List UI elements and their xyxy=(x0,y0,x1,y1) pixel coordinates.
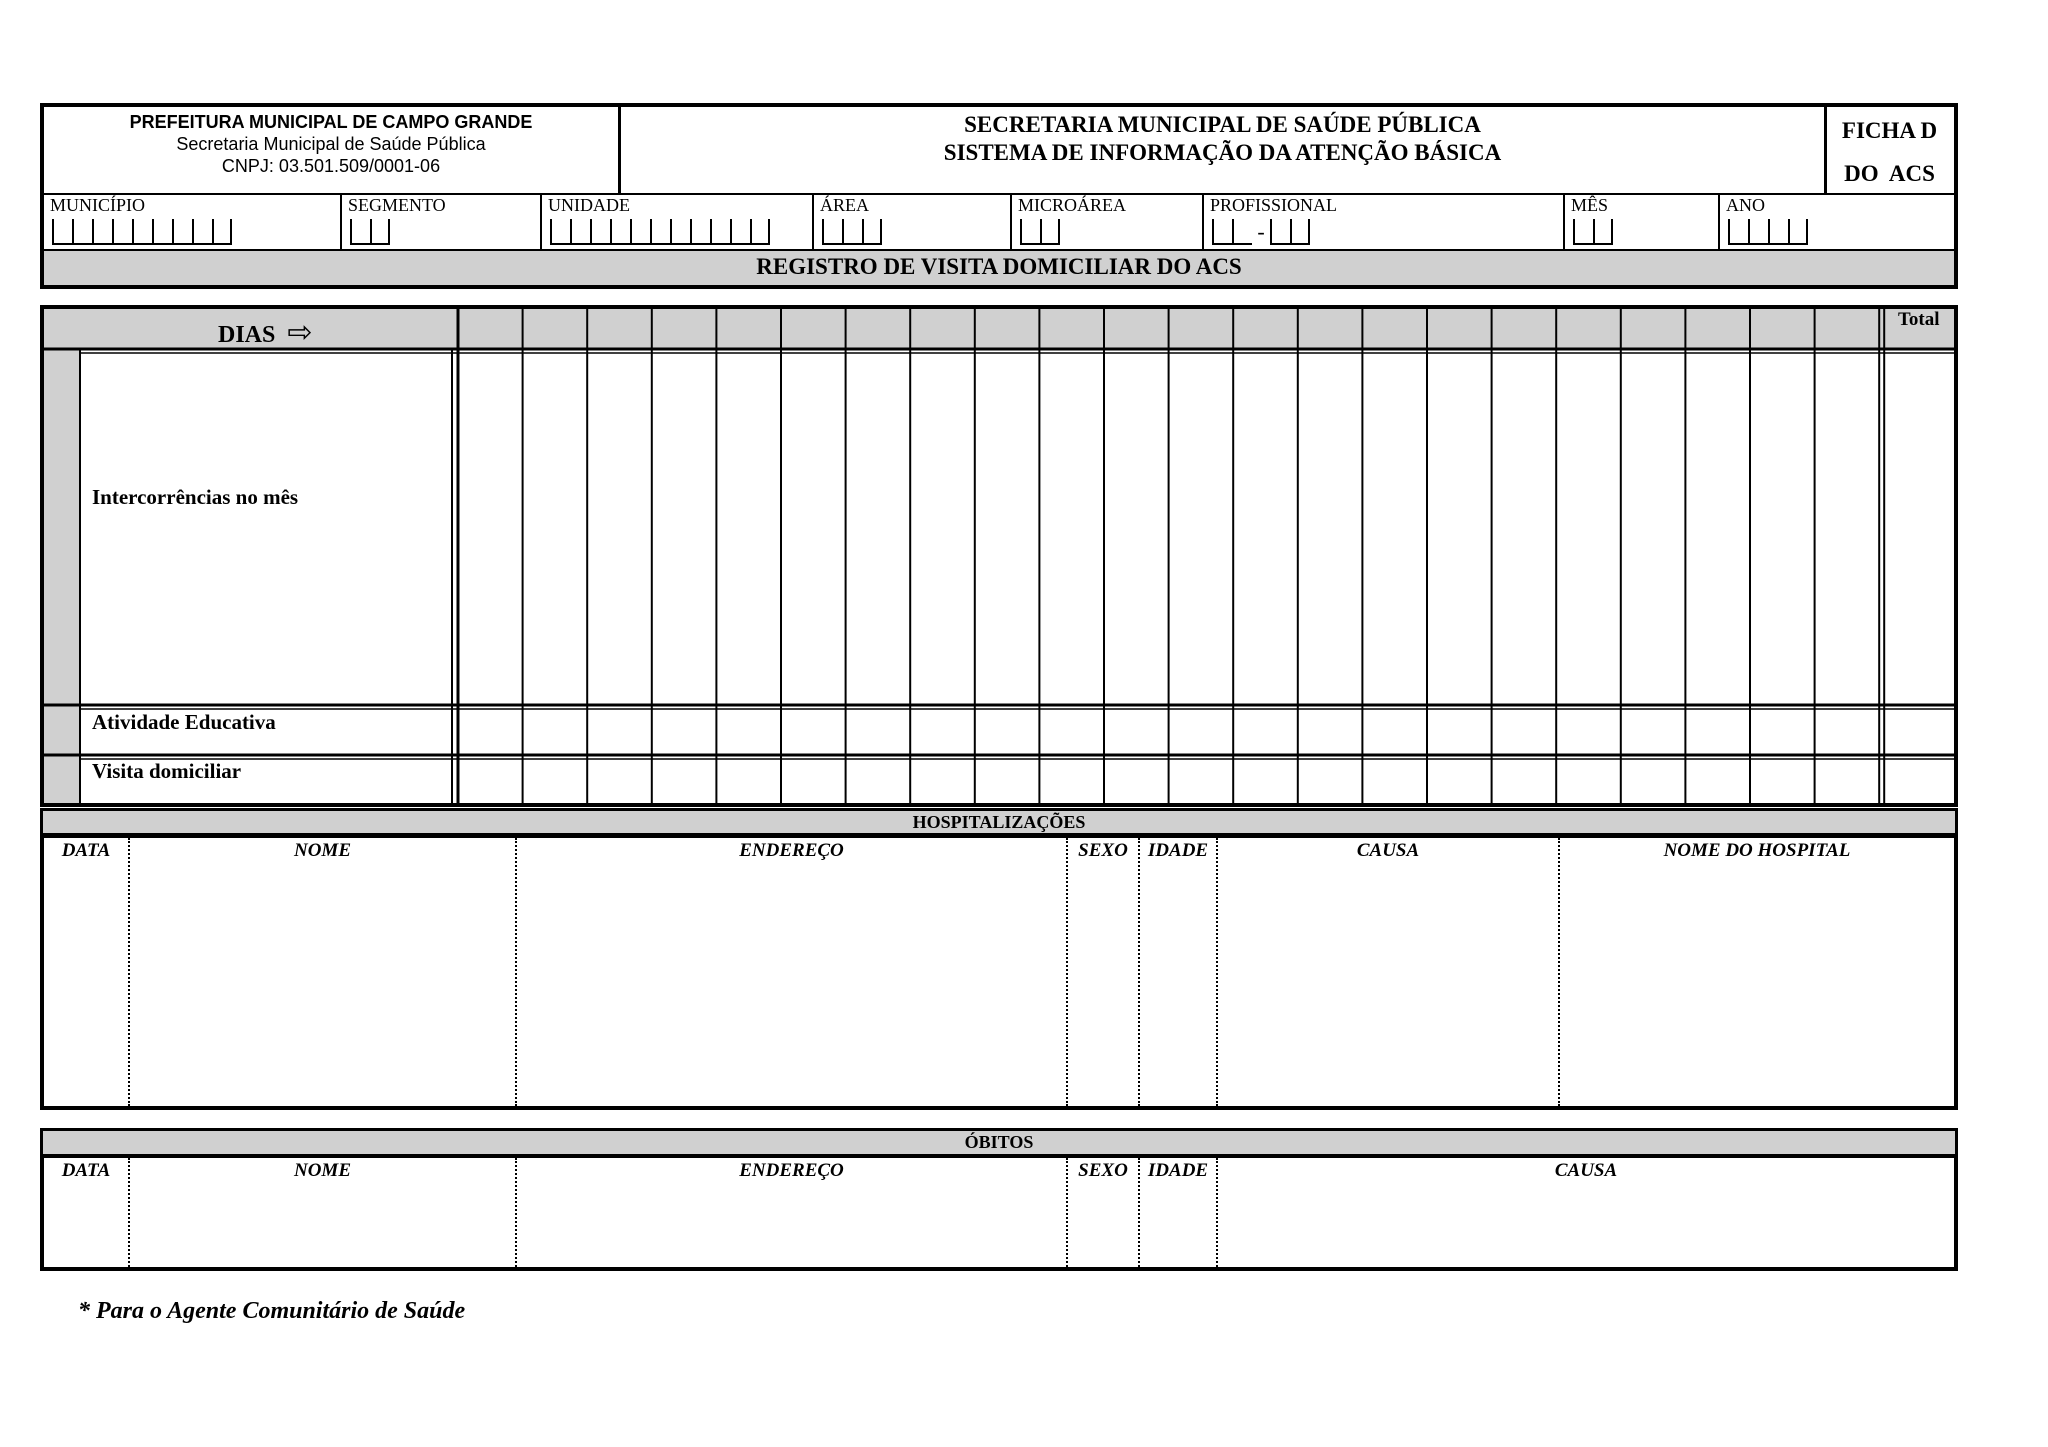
field-microarea[interactable] xyxy=(1012,193,1204,249)
field-label: MÊS xyxy=(1571,195,1609,215)
col-endereco: ENDEREÇO xyxy=(517,838,1068,1106)
digit-boxes[interactable] xyxy=(1020,219,1060,245)
header-band xyxy=(40,305,1958,349)
sistema-title: SISTEMA DE INFORMAÇÃO DA ATENÇÃO BÁSICA xyxy=(943,140,1502,165)
col-idade: IDADE xyxy=(1140,1158,1218,1267)
col-data: DATA xyxy=(44,1158,130,1267)
identification-fields xyxy=(40,193,1958,249)
col-causa: CAUSA xyxy=(1554,1160,1618,1181)
field-label: UNIDADE xyxy=(548,195,630,215)
ficha-block xyxy=(1825,107,1954,193)
form-header xyxy=(40,103,1958,195)
total-label: Total xyxy=(1898,309,1940,330)
grid-border xyxy=(42,307,1956,805)
cnpj: CNPJ: 03.501.509/0001-06 xyxy=(221,156,441,176)
prefeitura-name: PREFEITURA MUNICIPAL DE CAMPO GRANDE xyxy=(129,112,533,132)
field-segmento[interactable] xyxy=(342,193,542,249)
separator: - xyxy=(1257,219,1265,244)
col-causa: CAUSA xyxy=(1218,838,1560,1106)
field-label: MUNICÍPIO xyxy=(50,195,146,215)
col-nome-hospital: NOME DO HOSPITAL xyxy=(1663,840,1851,861)
col-nome: NOME xyxy=(130,838,517,1106)
col-idade: IDADE xyxy=(1140,838,1218,1106)
field-label: PROFISSIONAL xyxy=(1210,195,1338,215)
system-title-block xyxy=(621,107,1827,193)
prefeitura-block xyxy=(44,107,621,193)
col-endereco: ENDEREÇO xyxy=(517,1158,1068,1267)
row-label-intercorrencias: Intercorrências no mês xyxy=(92,485,299,509)
hospitalizacoes-title: HOSPITALIZAÇÕES xyxy=(40,808,1958,836)
field-mes[interactable] xyxy=(1565,193,1720,249)
dias-header xyxy=(218,315,313,350)
digit-boxes[interactable] xyxy=(550,219,770,245)
col-nome: NOME xyxy=(130,1158,517,1267)
field-unidade[interactable] xyxy=(542,193,814,249)
col-sexo: SEXO xyxy=(1068,1158,1140,1267)
field-area[interactable] xyxy=(814,193,1012,249)
field-ano[interactable] xyxy=(1720,193,1954,249)
field-label: MICROÁREA xyxy=(1018,195,1127,215)
left-stripe xyxy=(40,349,80,805)
digit-boxes[interactable] xyxy=(350,219,390,245)
arrow-right-icon: ⇨ xyxy=(287,316,313,349)
field-municipio[interactable] xyxy=(44,193,342,249)
secretaria-title: SECRETARIA MUNICIPAL DE SAÚDE PÚBLICA xyxy=(964,112,1481,137)
row-label-visita-domiciliar: Visita domiciliar xyxy=(92,759,242,783)
obitos-table[interactable] xyxy=(40,1154,1958,1271)
grid-lines xyxy=(40,305,1958,808)
ficha-sub-label: DO ACS xyxy=(1844,161,1935,186)
row-label-atividade-educativa: Atividade Educativa xyxy=(92,710,276,734)
ficha-label: FICHA D xyxy=(1841,118,1938,143)
digit-boxes[interactable] xyxy=(52,219,232,245)
obitos-title: ÓBITOS xyxy=(40,1128,1958,1157)
visit-grid xyxy=(40,305,1958,808)
digit-boxes[interactable] xyxy=(1573,219,1613,245)
footnote: * Para o Agente Comunitário de Saúde xyxy=(78,1298,466,1324)
registro-title: REGISTRO DE VISITA DOMICILIAR DO ACS xyxy=(40,249,1958,289)
digit-boxes[interactable] xyxy=(1728,219,1808,245)
secretaria-name: Secretaria Municipal de Saúde Pública xyxy=(176,134,486,154)
field-label: ÁREA xyxy=(820,195,869,215)
field-label: ANO xyxy=(1726,195,1765,215)
hospitalizacoes-table[interactable] xyxy=(40,834,1958,1110)
field-profissional[interactable] xyxy=(1204,193,1565,249)
col-data: DATA xyxy=(44,838,130,1106)
dias-label: DIAS xyxy=(218,322,276,348)
digit-boxes[interactable] xyxy=(822,219,882,245)
digit-boxes[interactable] xyxy=(1212,219,1310,245)
col-sexo: SEXO xyxy=(1068,838,1140,1106)
field-label: SEGMENTO xyxy=(348,195,446,215)
